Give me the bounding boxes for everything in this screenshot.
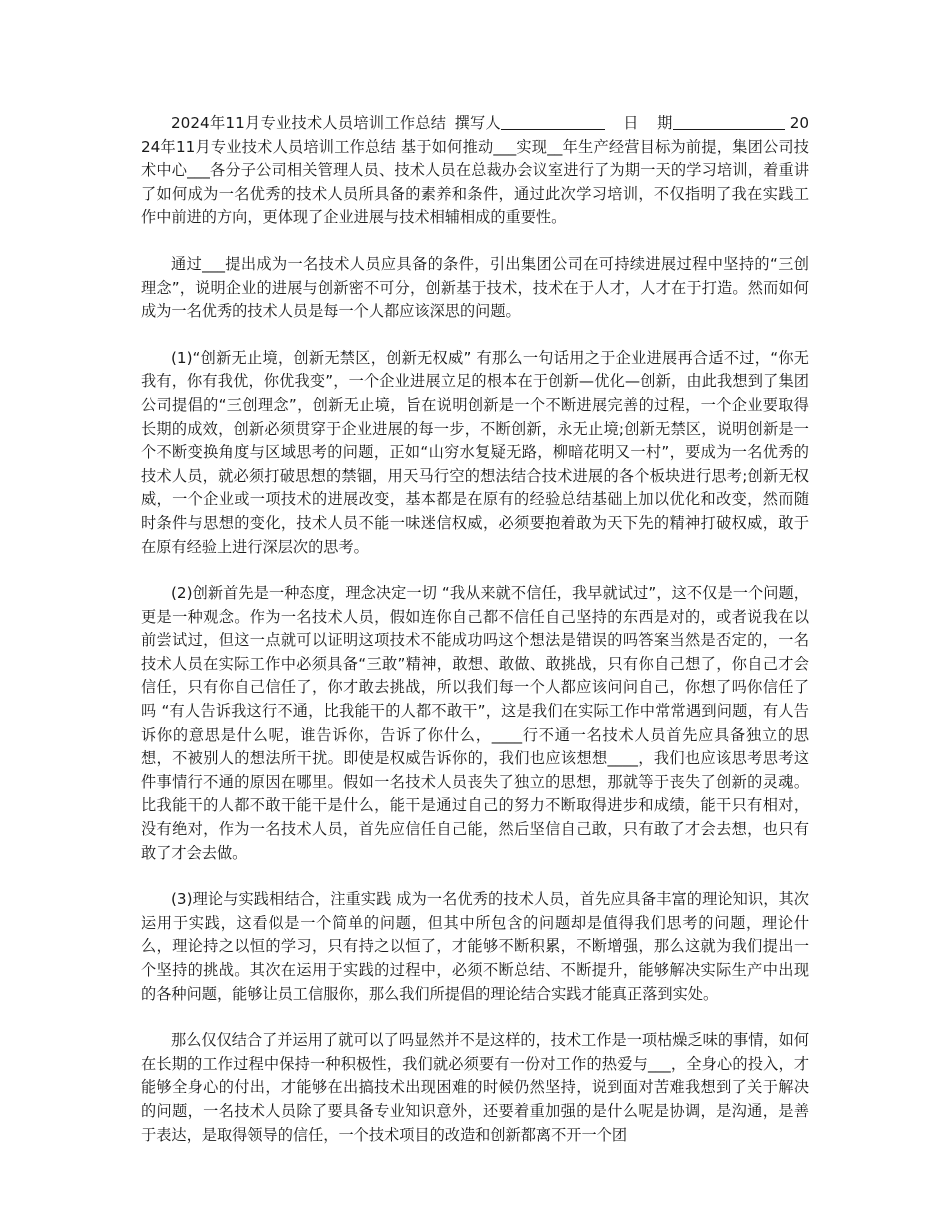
- paragraph-point-3: (3)理论与实践相结合，注重实践 成为一名优秀的技术人员，首先应具备丰富的理论知识，其次运用于实践，这看似是一个简单的问题，但其中所包含的问题却是值得我们思考的问题，理论什么，理论持之以恒的学习，只有持之以恒了，才能够不断积累，不断增强，那么这就为我们提出一个坚持的挑战。其次在运用于实践的过程中，必须不断总结、不断提升，能够解决实际生产中出现的各种问题，能够让员工信服你，那么我们所提倡的理论结合实践才能真正落到实处。: [141, 890, 809, 1003]
- writer-blank-line: [501, 113, 605, 130]
- paragraph-point-2: (2)创新首先是一种态度，理念决定一切 “我从来就不信任，我早就试过”，这不仅是一个问题，更是一种观念。作为一名技术人员，假如连你自己都不信任自己坚持的东西是对的，或者说我在以前尝试过，但这一点就可以证明这项技术不能成功吗这个想法是错误的吗答案当然是否定的，一名技术人员在实际工作中必须具备“三敢”精神，敢想、敢做、敢挑战，只有你自己想了，你自己才会信任，只有你自己信任了，你才敢去挑战，所以我们每一个人都应该问问自己，你想了吗你信任了吗 “有人告诉我这行不通，比我能干的人都不敢干”，这是我们在实际工作中常常遇到问题，有人告诉你的意思是什么呢，谁告诉你，告诉了你什么，____行不通一名技术人员首先应具备独立的思想，不被别人的想法所干扰。即使是权威告诉你的，我们也应该想想____，我们也应该思考思考这件事情行不通的原因在哪里。假如一名技术人员丧失了独立的思想，那就等于丧失了创新的灵魂。比我能干的人都不敢干能干是什么，能干是通过自己的努力不断取得进步和成绩，能干只有相对，没有绝对，作为一名技术人员，首先应信任自己能，然后坚信自己敢，只有敢了才会去想，也只有敢了才会去做。: [141, 584, 809, 862]
- date-label-day: 日: [623, 114, 639, 132]
- paragraph-closing: 那么仅仅结合了并运用了就可以了吗显然并不是这样的，技术工作是一项枯燥乏味的事情，如何在长期的工作过程中保持一种积极性，我们就必须要有一份对工作的热爱与___，全身心的投入，才能够全身心的付出，才能够在出搞技术出现困难的时候仍然坚持，说到面对苦难我想到了关于解决的问题，一名技术人员除了要具备专业知识意外，还要着重加强的是什么呢是协调，是沟通，是善于表达，是取得领导的信任，一个技术项目的改造和创新都离不开一个团: [141, 1031, 809, 1144]
- title-and-intro-paragraph: [141, 112, 809, 230]
- writer-label: 撰写人: [454, 114, 502, 132]
- document-title: 2024年11月专业技术人员培训工作总结: [171, 114, 447, 132]
- paragraph-point-1: (1)“创新无止境，创新无禁区，创新无权威” 有那么一句话用之于企业进展再合适不过，“你无我有，你有我优，你优我变”，一个企业进展立足的根本在于创新—优化—创新，由此我想到了集团公司提倡的“三创理念”，创新无止境，旨在说明创新是一个不断进展完善的过程，一个企业要取得长期的成效，创新必须贯穿于企业进展的每一步，不断创新，永无止境;创新无禁区，说明创新是一个不断变换角度与区域思考的问题，正如“山穷水复疑无路，柳暗花明又一村”，要成为一名优秀的技术人员，就必须打破思想的禁锢，用天马行空的想法结合技术进展的各个板块进行思考;创新无权威，一个企业或一项技术的进展改变，基本都是在原有的经验总结基础上加以优化和改变，然而随时条件与思想的变化，技术人员不能一味迷信权威，必须要抱着敢为天下先的精神打破权威，敢于在原有经验上进行深层次的思考。: [141, 348, 809, 556]
- paragraph-three-innovation-concept: 通过___提出成为一名技术人员应具备的条件，引出集团公司在可持续进展过程中坚持的“三创理念”，说明企业的进展与创新密不可分，创新基于技术，技术在于人才，人才在于打造。然而如何成为一名优秀的技术人员是每一个人都应该深思的问题。: [141, 254, 809, 321]
- date-blank-line: [673, 113, 785, 130]
- date-label-period: 期: [656, 114, 673, 132]
- document-page: [141, 112, 809, 1170]
- intro-text: 2024年11月专业技术人员培训工作总结 基于如何推动___实现__年生产经营目标为前提，集团公司技术中心___各分子公司相关管理人员、技术人员在总裁办会议室进行了为期一天的学习培训，着重讲了如何成为一名优秀的技术人员所具备的素养和条件，通过此次学习培训，不仅指明了我在实践工作中前进的方向，更体现了企业进展与技术相辅相成的重要性。: [141, 114, 810, 227]
